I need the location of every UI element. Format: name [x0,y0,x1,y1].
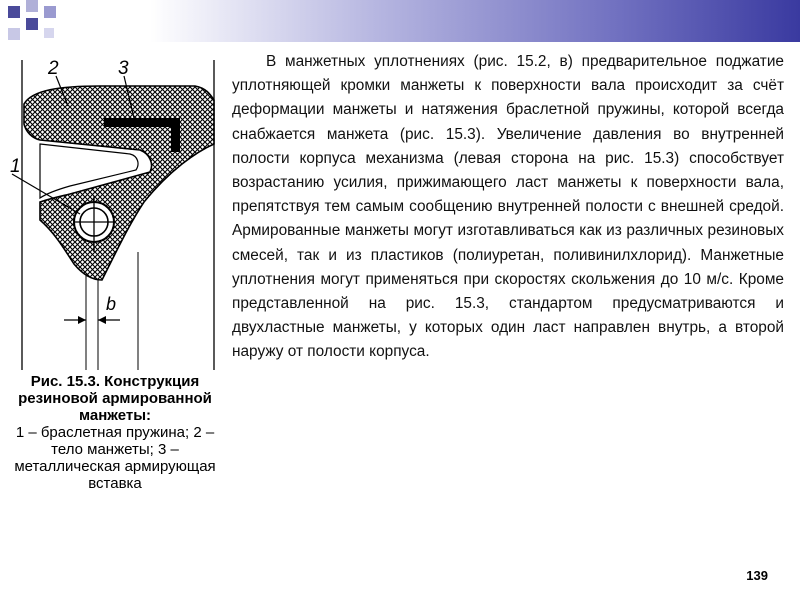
figure-caption [8,373,222,492]
caption-body: 1 – браслетная пружина; 2 – тело манжеты; 3 – металлическая армирующая вставка [14,424,216,492]
decor-square-3 [26,18,38,30]
decor-square-2 [26,0,38,12]
callout-2: 2 [48,58,59,79]
dimension-label: b [106,294,117,314]
decor-square-4 [44,6,56,18]
arrow-head-left [78,316,86,324]
callout-1: 1 [10,156,21,177]
page-number: 139 [746,568,768,583]
body-paragraph: В манжетных уплотнениях (рис. 15.2, в) предварительное поджатие уплотняющей кромки манжеты к поверхности вала происходит за счёт деформации манжеты и натяжения браслетной пружины, которой всегда снабжается манжета (рис. 15.3). Увеличение давления во внутренней полости корпуса механизма (левая сторона на рис. 15.3) способствует возрастанию усилия, прижимающего ласт манжеты к поверхности вала, препятствуя тем самым сообщению внутренней полости с внешней средой. Армированные манжеты могут изготавливаться как из различных резиновых смесей, так и из пластиков (полиуретан, поливинилхлорид). Манжетные уплотнения могут применяться при скоростях скольжения до 10 м/с. Кроме представленной на рис. 15.3, стандартом предусматриваются и двухластные манжеты, у которых один ласт направлен внутрь, а второй наружу от полости корпуса. [232,53,784,361]
decor-square-5 [8,28,20,40]
callout-3: 3 [118,58,129,79]
header-gradient-bar [0,0,800,42]
caption-title: Рис. 15.3. Конструкция резиновой армированной манжеты: [18,373,212,424]
arrow-head-right [98,316,106,324]
cuff-drawing [10,52,220,370]
decor-square-6 [44,28,54,38]
decor-square-1 [8,6,20,18]
